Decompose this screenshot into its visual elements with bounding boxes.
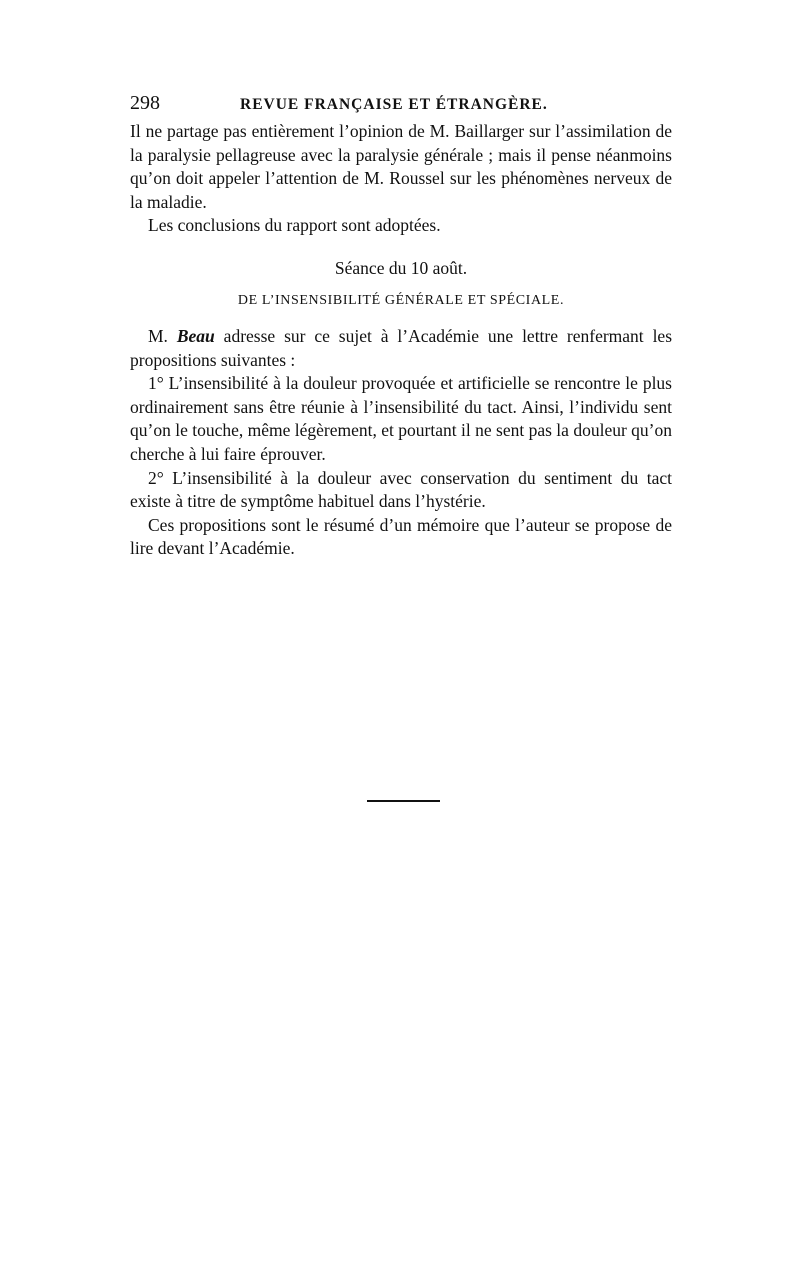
author-name: Beau <box>176 325 215 346</box>
letter-prefix: M. <box>148 325 177 346</box>
page-number: 298 <box>130 92 160 114</box>
subsection-title: DE L’INSENSIBILITÉ GÉNÉRALE ET SPÉCIALE. <box>237 292 565 308</box>
letter-intro-paragraph <box>130 325 672 372</box>
running-header <box>130 92 672 120</box>
letter-intro-text: adresse sur ce sujet à l’Académie une lettre renfermant les propositions suivantes : <box>130 325 673 370</box>
section-title: Séance du 10 août. <box>334 257 468 278</box>
conclusion-paragraph: Les conclusions du rapport sont adoptées. <box>148 215 441 236</box>
intro-paragraph: Il ne partage pas entièrement l’opinion de M. Baillarger sur l’assimilation de la paralysie pellagreuse avec la paralysie générale ; mais il pense néanmoins qu’on doit appeler l’attention de M. Roussel sur les phénomènes nerveux de la maladie. <box>130 121 672 212</box>
running-title: REVUE FRANÇAISE ET ÉTRANGÈRE. <box>240 96 548 113</box>
end-rule <box>367 800 440 802</box>
page-body <box>130 92 672 561</box>
closing-paragraph: Ces propositions sont le résumé d’un mémoire que l’auteur se propose de lire devant l’Académie. <box>130 514 672 559</box>
proposition-2: 2° L’insensibilité à la douleur avec conservation du sentiment du tact existe à titre de symptôme habituel dans l’hystérie. <box>130 467 672 512</box>
proposition-1: 1° L’insensibilité à la douleur provoquée et artificielle se rencontre le plus ordinairement sans être réunie à l’insensibilité du tact. Ainsi, l’individu sent qu’on le touche, même légèrement, et pourtant il ne sent pas la douleur qu’on cherche à lui faire éprouver. <box>130 373 672 464</box>
